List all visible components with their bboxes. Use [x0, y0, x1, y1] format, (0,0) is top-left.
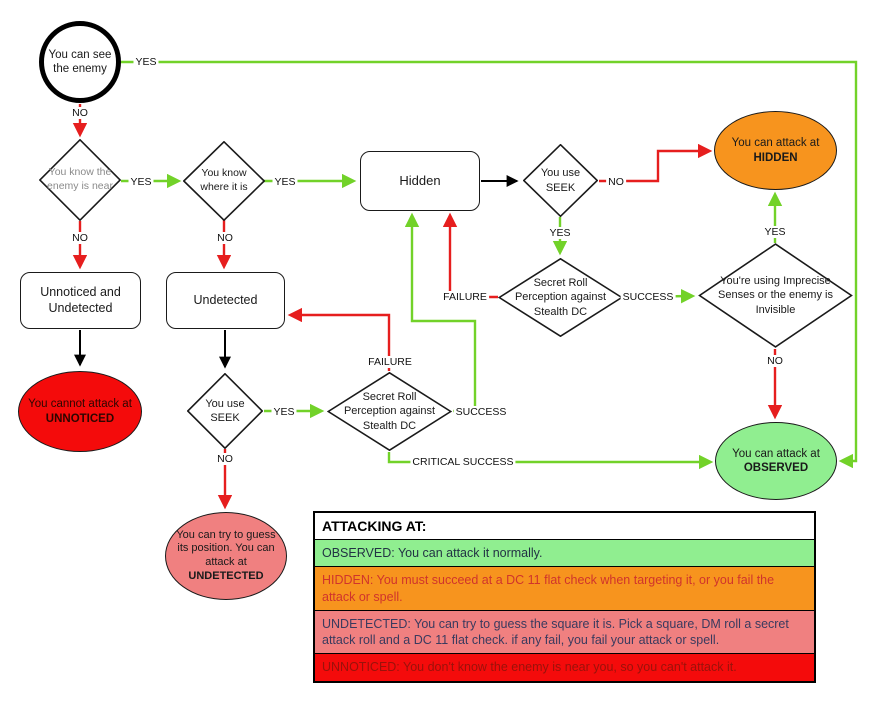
label-near-yes: YES	[130, 176, 152, 188]
node-imprecise-senses	[698, 243, 853, 348]
legend-row-undetected: UNDETECTED: You can try to guess the square it is. Pick a square, DM roll a secret attack roll and a DC 11 flat check. if any fail, you fail your attack or spell.	[315, 610, 814, 654]
node-attack-undetected	[165, 512, 287, 600]
node-secret-roll-bottom	[327, 372, 452, 451]
label-see-no: NO	[72, 107, 88, 119]
legend-attacking-at	[313, 511, 816, 683]
node-undetected	[166, 272, 285, 329]
label-percepbottom-failure: FAILURE	[368, 356, 412, 368]
node-attack-undetected-text: You can try to guess its position. You can attack at	[176, 528, 276, 568]
node-can-see-enemy-label: You can see the enemy	[48, 48, 112, 75]
label-where-yes: YES	[274, 176, 296, 188]
node-cannot-attack-unnoticed	[18, 371, 142, 452]
label-percepbottom-success: SUCCESS	[455, 406, 507, 418]
node-attack-hidden	[714, 111, 837, 190]
node-secret-roll-top	[498, 258, 623, 337]
label-imprecise-no: NO	[767, 355, 783, 367]
node-know-enemy-near-label: You know the enemy is near	[47, 166, 113, 192]
label-near-no: NO	[72, 232, 88, 244]
edge-perceptop-failure-to-hidden	[450, 216, 498, 297]
node-unnoticed-undetected-label: Unnoticed and Undetected	[40, 284, 121, 315]
node-imprecise-senses-label: You're using Imprecise Senses or the enemy is Invisible	[718, 275, 833, 316]
node-know-where	[183, 141, 265, 221]
node-hidden	[360, 151, 480, 211]
node-use-seek-top	[523, 144, 598, 217]
node-use-seek-bottom-label: You use SEEK	[205, 397, 245, 424]
node-use-seek-bottom	[187, 373, 263, 449]
node-know-enemy-near	[39, 139, 121, 221]
label-seekbottom-no: NO	[217, 453, 233, 465]
node-secret-roll-top-label: Secret Roll Perception against Stealth DC	[514, 277, 607, 318]
node-attack-hidden-text: You can attack at	[731, 137, 820, 150]
node-know-where-label: You know where it is	[200, 167, 248, 193]
node-attack-observed-bold: OBSERVED	[743, 462, 809, 474]
node-hidden-label: Hidden	[399, 172, 441, 188]
node-attack-observed-text: You can attack at	[732, 447, 820, 460]
node-cannot-attack-bold: UNNOTICED	[45, 412, 115, 425]
node-can-see-enemy	[39, 21, 121, 103]
label-perceptop-success: SUCCESS	[622, 291, 674, 303]
legend-title: ATTACKING AT:	[315, 513, 814, 539]
label-critical-success: CRITICAL SUCCESS	[412, 456, 514, 468]
node-use-seek-top-label: You use SEEK	[540, 167, 581, 194]
label-seektop-yes: YES	[549, 227, 571, 239]
node-attack-undetected-bold: UNDETECTED	[188, 569, 264, 582]
label-seektop-no: NO	[608, 176, 624, 188]
node-cannot-attack-text: You cannot attack at	[28, 398, 132, 411]
label-where-no: NO	[217, 232, 233, 244]
label-seekbottom-yes: YES	[273, 406, 295, 418]
label-perceptop-failure: FAILURE	[443, 291, 487, 303]
legend-row-unnoticed: UNNOTICED: You don't know the enemy is near you, so you can't attack it.	[315, 653, 814, 680]
node-secret-roll-bottom-label: Secret Roll Perception against Stealth DC	[343, 391, 436, 432]
node-unnoticed-undetected	[20, 272, 141, 329]
node-attack-hidden-bold: HIDDEN	[753, 151, 798, 164]
legend-row-observed: OBSERVED: You can attack it normally.	[315, 539, 814, 566]
label-imprecise-yes: YES	[764, 226, 786, 238]
label-see-yes: YES	[135, 56, 157, 68]
node-attack-observed	[715, 422, 837, 500]
legend-row-hidden: HIDDEN: You must succeed at a DC 11 flat check when targeting it, or you fail the attack or spell.	[315, 566, 814, 610]
node-undetected-label: Undetected	[193, 292, 258, 307]
